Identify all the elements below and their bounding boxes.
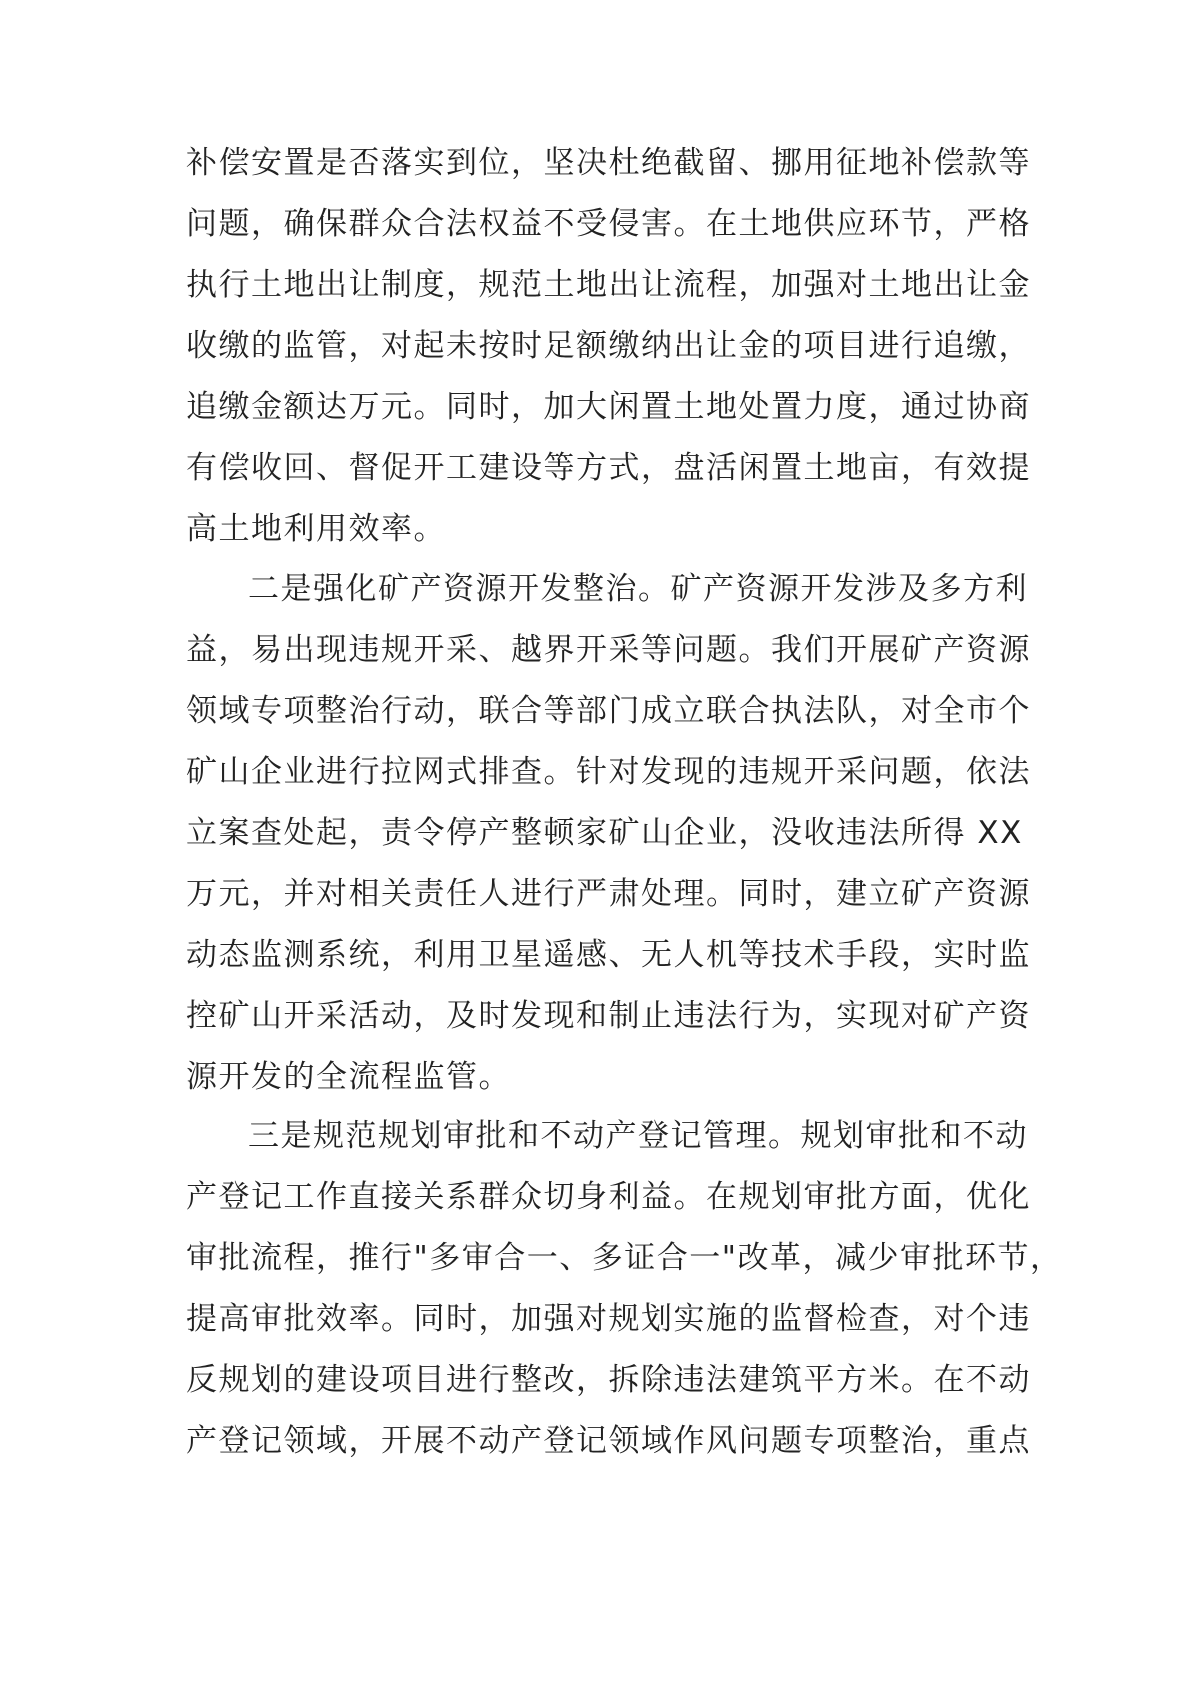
text-line: 益，易出现违规开采、越界开采等问题。我们开展矿产资源 <box>186 632 1031 668</box>
text-line: 产登记工作直接关系群众切身利益。在规划审批方面，优化 <box>186 1179 1031 1215</box>
text-line: 问题，确保群众合法权益不受侵害。在土地供应环节，严格 <box>186 206 1031 242</box>
text-line: 矿山企业进行拉网式排查。针对发现的违规开采问题，依法 <box>186 754 1031 790</box>
text-line: 反规划的建设项目进行整改，拆除违法建筑平方米。在不动 <box>186 1362 1031 1398</box>
text-line: 高土地利用效率。 <box>186 511 446 547</box>
text-line: 领域专项整治行动，联合等部门成立联合执法队，对全市个 <box>186 693 1031 729</box>
text-line: 二是强化矿产资源开发整治。矿产资源开发涉及多方利 <box>248 571 1028 607</box>
text-line: 产登记领域，开展不动产登记领域作风问题专项整治，重点 <box>186 1423 1031 1459</box>
text-line: 三是规范规划审批和不动产登记管理。规划审批和不动 <box>248 1118 1028 1154</box>
text-line: 收缴的监管，对起未按时足额缴纳出让金的项目进行追缴， <box>186 328 1031 364</box>
text-line: 源开发的全流程监管。 <box>186 1059 511 1095</box>
text-line: 执行土地出让制度，规范土地出让流程，加强对土地出让金 <box>186 267 1031 303</box>
text-line: 审批流程，推行"多审合一、多证合一"改革，减少审批环节， <box>186 1240 1063 1276</box>
text-line: 提高审批效率。同时，加强对规划实施的监督检查，对个违 <box>186 1301 1031 1337</box>
text-line: 追缴金额达万元。同时，加大闲置土地处置力度，通过协商 <box>186 389 1031 425</box>
paragraph-mineral-resources <box>186 559 1031 1108</box>
text-line: 有偿收回、督促开工建设等方式，盘活闲置土地亩，有效提 <box>186 450 1031 486</box>
text-line: 万元，并对相关责任人进行严肃处理。同时，建立矿产资源 <box>186 876 1031 912</box>
text-line: 补偿安置是否落实到位，坚决杜绝截留、挪用征地补偿款等 <box>186 145 1031 181</box>
text-line: 控矿山开采活动，及时发现和制止违法行为，实现对矿产资 <box>186 998 1031 1034</box>
text-line: 立案查处起，责令停产整顿家矿山企业，没收违法所得 XX <box>186 815 1023 851</box>
paragraph-planning-registration <box>186 1106 1063 1472</box>
paragraph-land-supply <box>186 133 1031 560</box>
text-line: 动态监测系统，利用卫星遥感、无人机等技术手段，实时监 <box>186 937 1031 973</box>
